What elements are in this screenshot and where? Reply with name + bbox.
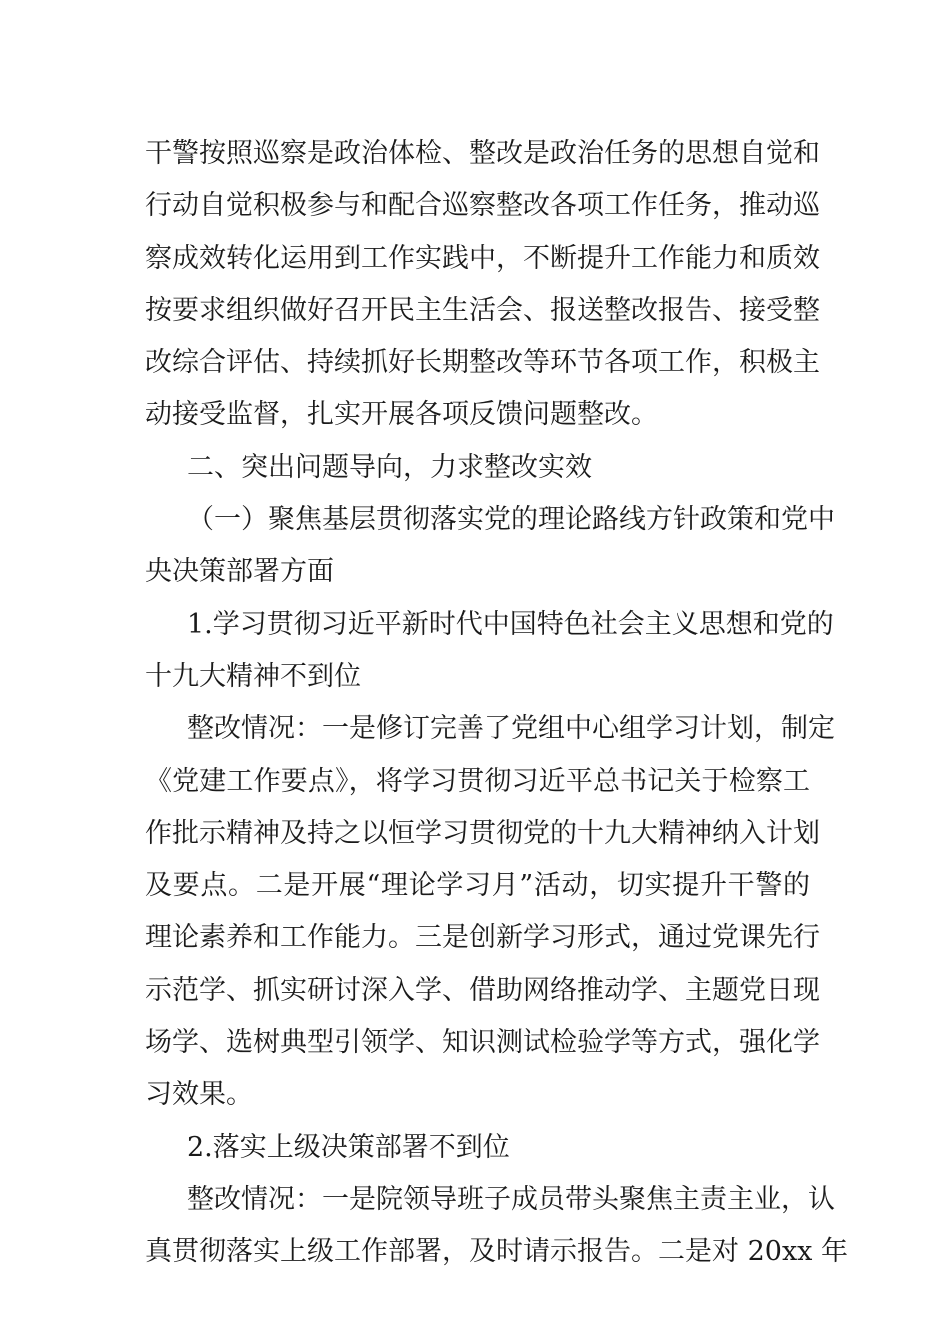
paragraph-line: 真贯彻落实上级工作部署，及时请示报告。二是对 20xx 年 — [145, 1236, 848, 1268]
subsection-heading-cont: 央决策部署方面 — [145, 556, 334, 588]
paragraph-line: 示范学、抓实研讨深入学、借助网络推动学、主题党日现 — [145, 974, 820, 1006]
paragraph-line: 《党建工作要点》，将学习贯彻习近平总书记关于检察工 — [145, 765, 810, 797]
section-heading: 二、突出问题导向，力求整改实效 — [187, 451, 592, 483]
paragraph-line: 及要点。二是开展“理论学习月”活动，切实提升干警的 — [145, 870, 810, 902]
item-heading: 2.落实上级决策部署不到位 — [187, 1131, 510, 1163]
paragraph-line: 习效果。 — [145, 1079, 253, 1111]
paragraph-line: 作批示精神及持之以恒学习贯彻党的十九大精神纳入计划 — [145, 817, 820, 849]
paragraph-line: 整改情况：一是院领导班子成员带头聚焦主责主业，认 — [187, 1183, 835, 1215]
paragraph-line: 察成效转化运用到工作实践中，不断提升工作能力和质效 — [145, 242, 820, 274]
paragraph-line: 理论素养和工作能力。三是创新学习形式，通过党课先行 — [145, 922, 820, 954]
item-heading: 1.学习贯彻习近平新时代中国特色社会主义思想和党的 — [187, 608, 834, 640]
document-body — [145, 128, 848, 1279]
paragraph-line: 场学、选树典型引领学、知识测试检验学等方式，强化学 — [145, 1027, 820, 1059]
paragraph-line: 干警按照巡察是政治体检、整改是政治任务的思想自觉和 — [145, 138, 820, 169]
paragraph-line: 行动自觉积极参与和配合巡察整改各项工作任务，推动巡 — [145, 190, 820, 222]
paragraph-line: 动接受监督，扎实开展各项反馈问题整改。 — [145, 399, 658, 431]
item-heading-cont: 十九大精神不到位 — [145, 660, 361, 692]
paragraph-line: 按要求组织做好召开民主生活会、报送整改报告、接受整 — [145, 294, 820, 326]
paragraph-line: 整改情况：一是修订完善了党组中心组学习计划，制定 — [187, 713, 835, 745]
paragraph-line: 改综合评估、持续抓好长期整改等环节各项工作，积极主 — [145, 347, 820, 379]
subsection-heading: （一）聚焦基层贯彻落实党的理论路线方针政策和党中 — [187, 504, 835, 536]
